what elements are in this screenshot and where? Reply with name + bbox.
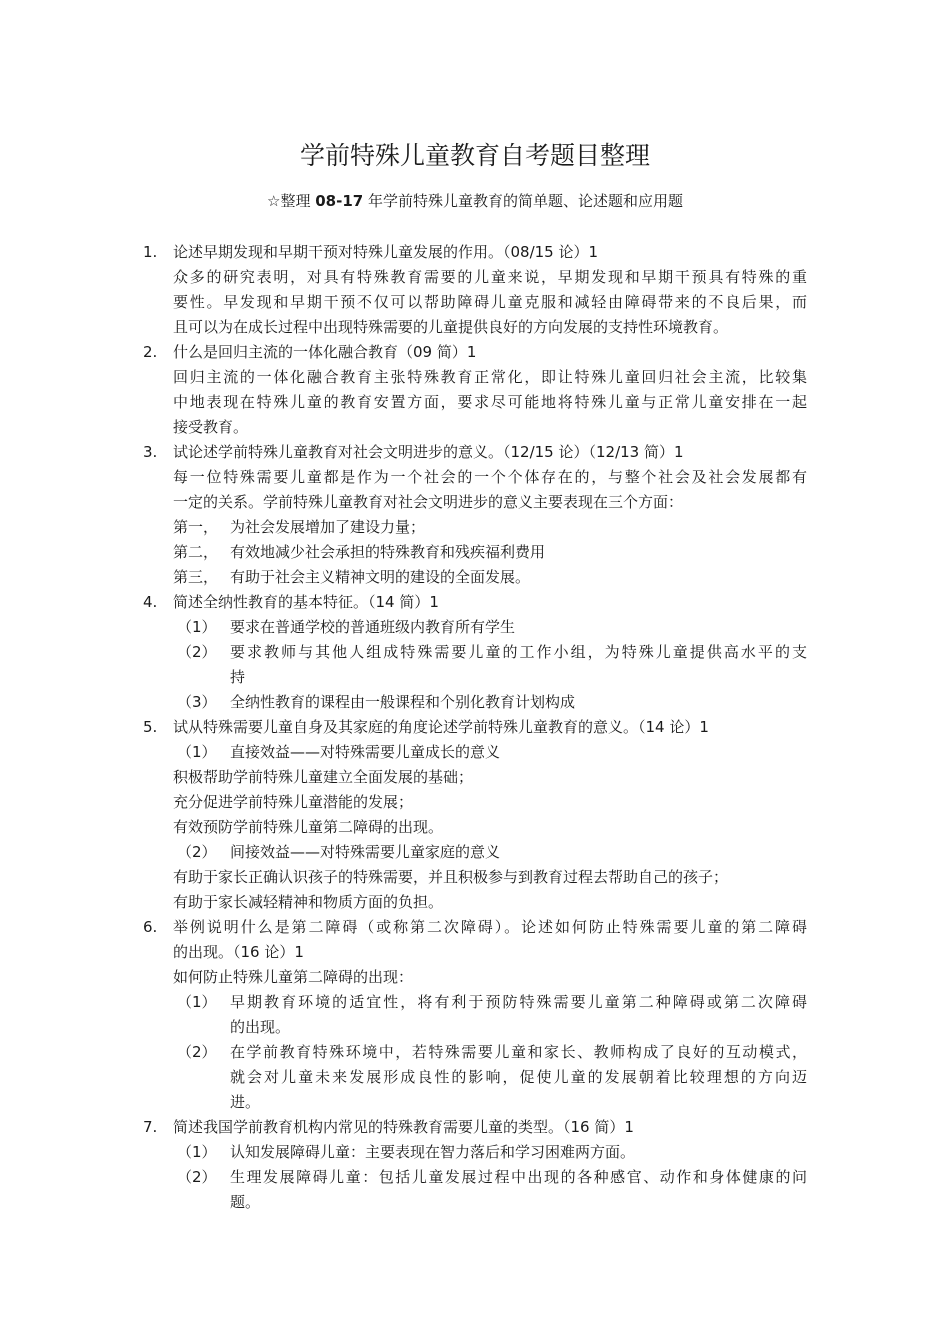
- answer-item-continued: 的出现。: [230, 1018, 291, 1036]
- question-6: 6. 举例说明什么是第二障碍（或称第二次障碍）。论述如何防止特殊需要儿童的第二障碍: [143, 918, 807, 936]
- answer-item-continued: 进。: [230, 1093, 261, 1111]
- answer-item-continued: 就会对儿童未来发展形成良性的影响，促使儿童的发展朝着比较理想的方向迈: [230, 1068, 807, 1086]
- answer-line: 充分促进学前特殊儿童潜能的发展；: [173, 793, 414, 811]
- answer-line: 有效预防学前特殊儿童第二障碍的出现。: [173, 818, 444, 836]
- answer-item: （1） 认知发展障碍儿童：主要表现在智力落后和学习困难两方面。: [177, 1143, 636, 1161]
- answer-point: 第三， 有助于社会主义精神文明的建设的全面发展。: [173, 568, 531, 586]
- answer-item: （2） 间接效益——对特殊需要儿童家庭的意义: [177, 843, 501, 861]
- question-7: 7. 简述我国学前教育机构内常见的特殊教育需要儿童的类型。（16 简）1: [143, 1118, 634, 1136]
- answer-point: 第二， 有效地减少社会承担的特殊教育和残疾福利费用: [173, 543, 546, 561]
- question-3: 3. 试论述学前特殊儿童教育对社会文明进步的意义。（12/15 论）（12/13 简）1: [143, 443, 684, 461]
- answer-line: 有助于家长正确认识孩子的特殊需要，并且积极参与到教育过程去帮助自己的孩子；: [173, 868, 729, 886]
- answer-item-continued: 持: [230, 668, 246, 686]
- answer-item: （1） 要求在普通学校的普通班级内教育所有学生: [177, 618, 516, 636]
- answer-item: （2） 在学前教育特殊环境中，若特殊需要儿童和家长、教师构成了良好的互动模式，: [177, 1043, 807, 1061]
- answer-line: 众多的研究表明，对具有特殊教育需要的儿童来说，早期发现和早期干预具有特殊的重: [173, 268, 807, 286]
- answer-line: 接受教育。: [173, 418, 249, 436]
- question-5: 5. 试从特殊需要儿童自身及其家庭的角度论述学前特殊儿童教育的意义。（14 论）1: [143, 718, 709, 736]
- question-6-continued: 的出现。（16 论）1: [173, 943, 304, 961]
- question-list: [0, 240, 950, 1215]
- answer-item-continued: 题。: [230, 1193, 261, 1211]
- document-title: 学前特殊儿童教育自考题目整理: [299, 141, 650, 170]
- question-2: 2. 什么是回归主流的一体化融合教育（09 简）1: [143, 343, 477, 361]
- answer-item: （1） 早期教育环境的适宜性，将有利于预防特殊需要儿童第二种障碍或第二次障碍: [177, 993, 807, 1011]
- answer-line: 中地表现在特殊儿童的教育安置方面，要求尽可能地将特殊儿童与正常儿童安排在一起: [173, 393, 807, 411]
- question-4: 4. 简述全纳性教育的基本特征。（14 简）1: [143, 593, 439, 611]
- answer-line: 有助于家长减轻精神和物质方面的负担。: [173, 893, 444, 911]
- answer-line: 回归主流的一体化融合教育主张特殊教育正常化，即让特殊儿童回归社会主流，比较集: [173, 368, 807, 386]
- question-1: 1. 论述早期发现和早期干预对特殊儿童发展的作用。（08/15 论）1: [143, 243, 599, 261]
- answer-line: 且可以为在成长过程中出现特殊需要的儿童提供良好的方向发展的支持性环境教育。: [173, 318, 729, 336]
- answer-item: （2） 要求教师与其他人组成特殊需要儿童的工作小组，为特殊儿童提供高水平的支: [177, 643, 807, 661]
- answer-item: （1） 直接效益——对特殊需要儿童成长的意义: [177, 743, 501, 761]
- answer-line: 如何防止特殊儿童第二障碍的出现：: [173, 968, 414, 986]
- answer-line: 积极帮助学前特殊儿童建立全面发展的基础；: [173, 768, 474, 786]
- answer-point: 第一， 为社会发展增加了建设力量；: [173, 518, 426, 536]
- document-subtitle: ☆整理 08-17 年学前特殊儿童教育的简单题、论述题和应用题: [267, 192, 683, 210]
- answer-line: 每一位特殊需要儿童都是作为一个社会的一个个体存在的，与整个社会及社会发展都有: [173, 468, 807, 486]
- answer-line: 要性。早发现和早期干预不仅可以帮助障碍儿童克服和减轻由障碍带来的不良后果，而: [173, 293, 807, 311]
- answer-item: （2） 生理发展障碍儿童：包括儿童发展过程中出现的各种感官、动作和身体健康的问: [177, 1168, 807, 1186]
- answer-item: （3） 全纳性教育的课程由一般课程和个别化教育计划构成: [177, 693, 576, 711]
- answer-line: 一定的关系。学前特殊儿童教育对社会文明进步的意义主要表现在三个方面：: [173, 493, 684, 511]
